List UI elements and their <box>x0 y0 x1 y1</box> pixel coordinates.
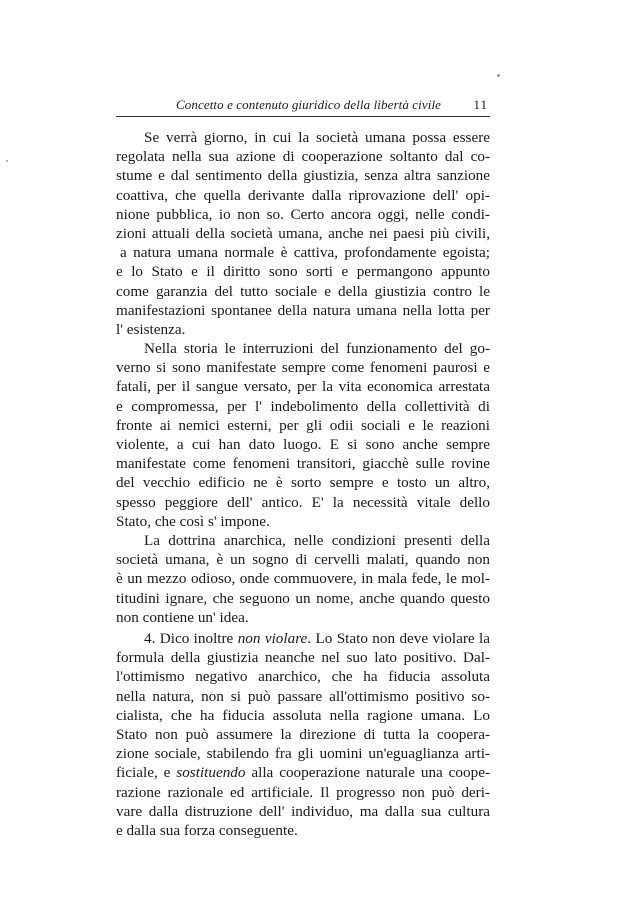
text-line: nione pubblica, io non so. Certo ancora oggi, nelle condi- <box>116 205 490 223</box>
text-line: formula della giustizia neanche nel suo lato positivo. Dal- <box>116 649 490 667</box>
text-run: ficiale, e <box>116 764 177 782</box>
scan-speck <box>6 160 8 162</box>
text-line: società umana, è un sogno di cervelli malati, quando non <box>116 551 490 569</box>
text-line: La dottrina anarchica, nelle condizioni presenti della <box>144 532 490 549</box>
paragraph-4 <box>116 629 490 840</box>
text-line: coattiva, che quella derivante dalla riprovazione dell' opi- <box>116 186 490 204</box>
text-line: regolata nella sua azione di cooperazione soltanto dal co- <box>116 148 490 166</box>
text-line: è un mezzo odioso, onde commuovere, in mala fede, le mol- <box>116 570 490 588</box>
text-line: e lo Stato e il diritto sono sorti e permangono appunto <box>116 263 490 281</box>
text-line: Stato, che così s' impone. <box>116 512 270 530</box>
text-line <box>116 629 490 648</box>
text-line: zioni attuali della società umana, anche nei paesi più civili, <box>116 224 490 242</box>
page-number: 11 <box>473 97 488 112</box>
text-line: vare dalla distruzione dell' individuo, ma dalla sua cultura <box>116 802 490 820</box>
text-line: zione sociale, stabilendo fra gli uomini un'eguaglianza arti- <box>116 745 490 763</box>
text-line: e compromessa, per l' indebolimento della collettività di <box>116 397 490 415</box>
text-line: manifestate come fenomeni transitori, giacchè sulle rovine <box>116 455 490 473</box>
text-line: non contiene un' idea. <box>116 608 249 626</box>
text-line: fatali, per il sangue versato, per la vita economica arrestata <box>116 378 490 396</box>
emphasis-text: non violare <box>237 630 308 647</box>
scan-speck <box>497 74 500 77</box>
running-header <box>116 96 490 117</box>
text-line: cialista, che ha fiducia assoluta nella ragione umana. Lo <box>116 706 490 724</box>
text-line: del vecchio edificio ne è sorto sempre e tosto un altro, <box>116 474 490 492</box>
text-line: l'ottimismo negativo anarchico, che ha fiducia assoluta <box>116 668 490 686</box>
text-line: come garanzia del tutto sociale e della giustizia contro le <box>116 282 490 300</box>
text-line <box>116 763 490 782</box>
text-line: nella natura, non si può passare all'ottimismo positivo so- <box>116 687 490 705</box>
text-line: a natura umana normale è cattiva, profondamente egoista; <box>120 244 490 262</box>
text-line: manifestazioni spontanee della natura umana nella lotta per <box>116 301 490 319</box>
text-line: e dalla sua forza conseguente. <box>116 821 298 839</box>
emphasis-text: sostituendo <box>176 764 246 782</box>
text-line: stume e dal sentimento della giustizia, senza altra sanzione <box>116 167 490 185</box>
text-line: razione razionale ed artificiale. Il progresso non può deri- <box>116 783 490 801</box>
text-run: 4. Dico inoltre <box>144 630 238 647</box>
text-line: l' esistenza. <box>116 320 186 338</box>
text-line: Stato non può assumere la direzione di tutta la coopera- <box>116 725 490 743</box>
text-line: Nella storia le interruzioni del funzionamento del go- <box>144 340 490 357</box>
text-line: verno si sono manifestate sempre come fenomeni paurosi e <box>116 359 490 377</box>
text-line: violente, a cui han dato luogo. E si sono anche sempre <box>116 435 490 453</box>
running-head-title: Concetto e contenuto giuridico della libertà civile <box>176 97 442 112</box>
text-line: titudini ignare, che seguono un nome, anche quando questo <box>116 589 490 607</box>
text-line: spesso peggiore dell' antico. E' la necessità vitale dello <box>116 493 490 511</box>
text-run: alla cooperazione naturale una coope- <box>245 764 490 782</box>
text-run: . Lo Stato non deve violare la <box>307 630 490 647</box>
paragraph-2 <box>116 339 490 531</box>
paragraph-1 <box>116 128 490 339</box>
text-line: Se verrà giorno, in cui la società umana possa essere <box>144 129 490 146</box>
text-line: fronte ai nemici esterni, per gli odii sociali e le reazioni <box>116 416 490 434</box>
paragraph-3 <box>116 531 490 627</box>
